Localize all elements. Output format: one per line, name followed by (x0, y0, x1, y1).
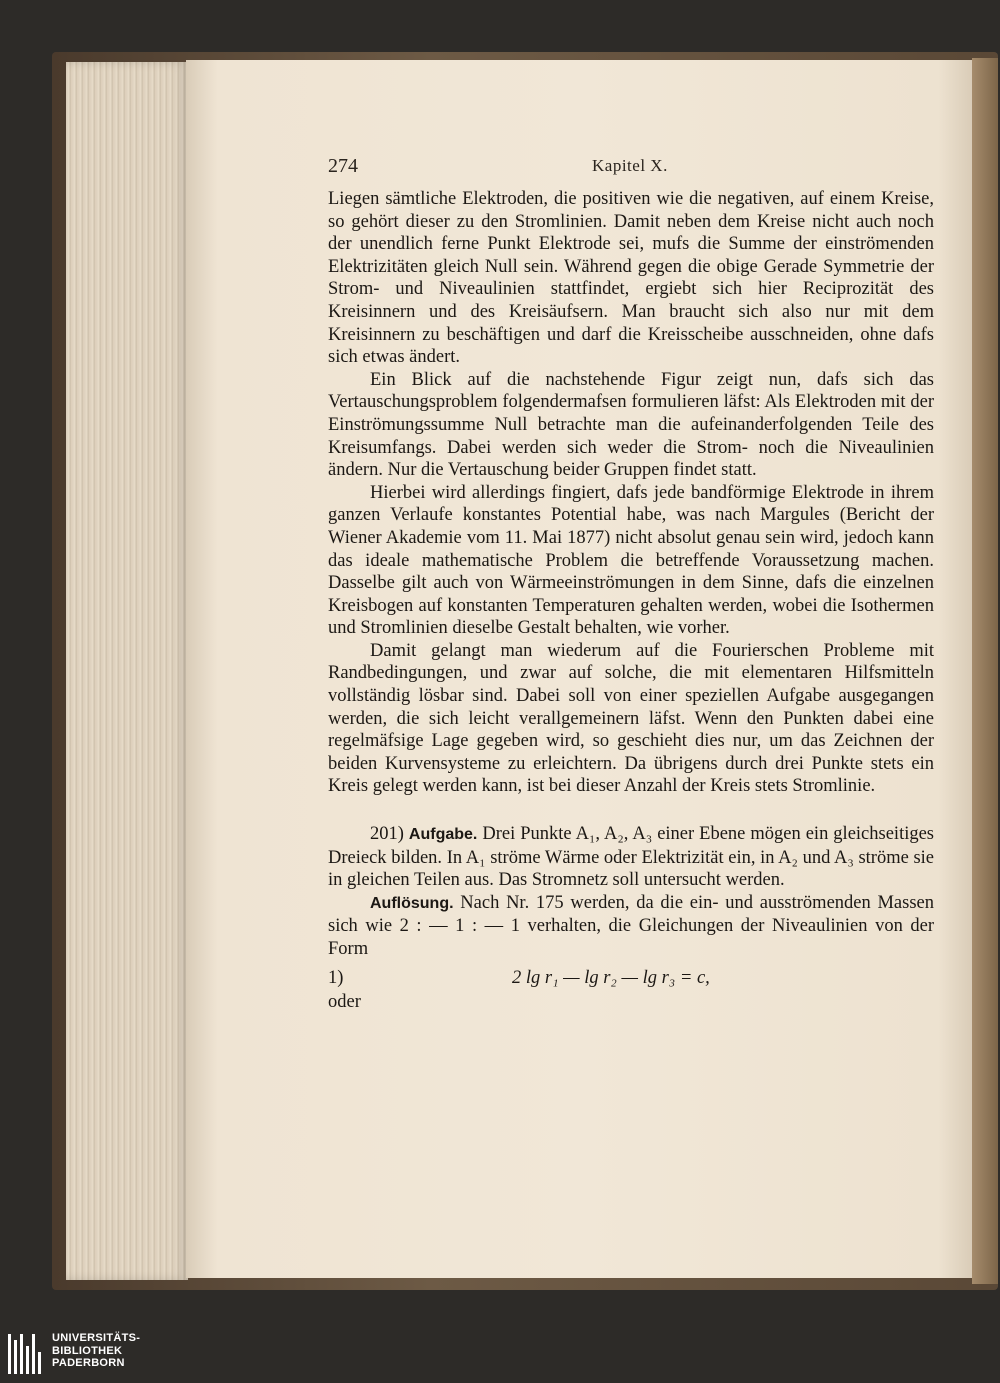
running-head: Kapitel X. (592, 156, 668, 175)
problem-text: Drei Punkte A₁, A₂, A₃ einer Ebene mögen ein gleichseitiges Dreieck bilden. In A₁ ströme Wärme oder Elektrizität ein, in A₂ und A₃ ströme sie in gleichen Teilen aus. Das Stromnetz soll untersucht werden. (328, 824, 935, 891)
equation-number: 1) (328, 967, 344, 988)
equation-row (328, 967, 934, 991)
problem-number: 201) (370, 824, 404, 845)
paragraph-1: Liegen sämtliche Elektroden, die positiven wie die negativen, auf einem Kreise, so gehört dieser zu den Stromlinien. Damit neben dem Kreise nicht auch noch der unendlich ferne Punkt Elektrode sei, mufs die Summe der einströmenden Elektrizitäten gleich Null sein. Während gegen die obige Gerade Symmetrie der Strom- und Niveaulinien stattfindet, ergiebt sich hier Reciprozität des Kreisinnern und des Kreisäufsern. Man braucht sich also nur mit dem Kreisinnern zu beschäftigen und darf die Kreisscheibe ausschneiden, ohne dafs sich etwas ändert. (328, 189, 934, 368)
solution-label: Auflösung. (370, 894, 454, 912)
page-number: 274 (328, 155, 358, 177)
page-header (328, 155, 934, 179)
paragraph-3: Hierbei wird allerdings fingiert, dafs jede bandförmige Elektrode in ihrem ganzen Verlaufe konstantes Potential habe, was nach Margules (Bericht der Wiener Akademie vom 11. Mai 1877) nicht absolut genau sein wird, jedoch kann das ideale mathematische Problem die betreffende Voraussetzung machen. Dasselbe gilt auch von Wärmeeinströmungen in dem Sinne, dafs die einzelnen Kreisbogen auf konstanten Temperaturen gehalten werden, wobei die Isothermen und Stromlinien dieselbe Gestalt behalten, wie vorher. (328, 482, 934, 639)
library-logo-text: UNIVERSITÄTS- BIBLIOTHEK PADERBORN (52, 1332, 141, 1369)
solution-text: Nach Nr. 175 werden, da die ein- und ausströmenden Massen sich wie 2 : — 1 : — 1 verhalten, die Gleichungen der Niveaulinien von der Form (328, 892, 935, 959)
page-stack-edge (66, 62, 188, 1280)
library-logo (0, 1326, 180, 1383)
equation: 2 lg r₁ — lg r₂ — lg r₃ = c, (512, 967, 710, 988)
paragraph-4: Damit gelangt man wiederum auf die Fourierschen Probleme mit Randbedingungen, und zwar auf solche, die mit elementaren Hilfsmitteln vollständig lösbar sind. Dabei soll von einer speziellen Aufgabe ausgegangen werden, die sich leicht verallgemeinern läfst. Wenn den Punkten dabei eine regelmäfsige Lage gegeben wird, so geschieht dies nur, um das Zeichnen der beiden Kurvensysteme zu erleichtern. Da übrigens durch drei Punkte stets ein Kreis gelegt werden kann, ist bei dieser Anzahl der Kreis stets Stromlinie. (328, 640, 934, 797)
body-text (328, 188, 934, 1013)
library-logo-icon (8, 1334, 48, 1374)
paragraph-2: Ein Blick auf die nachstehende Figur zeigt nun, dafs sich das Vertauschungsproblem folgendermafsen formulieren läfst: Als Elektroden mit der Einströmungssumme Null betrachte man die aufeinanderfolgenden Teile des Kreisumfangs. Dabei werden sich weder die Strom- noch die Niveaulinien ändern. Nur die Vertauschung beider Gruppen findet statt. (328, 369, 934, 481)
paragraph-aufgabe (328, 823, 934, 892)
paragraph-aufloesung (328, 892, 934, 961)
book-right-edge (972, 58, 998, 1284)
problem-label: Aufgabe. (408, 826, 478, 844)
after-equation-text: oder (328, 991, 361, 1012)
